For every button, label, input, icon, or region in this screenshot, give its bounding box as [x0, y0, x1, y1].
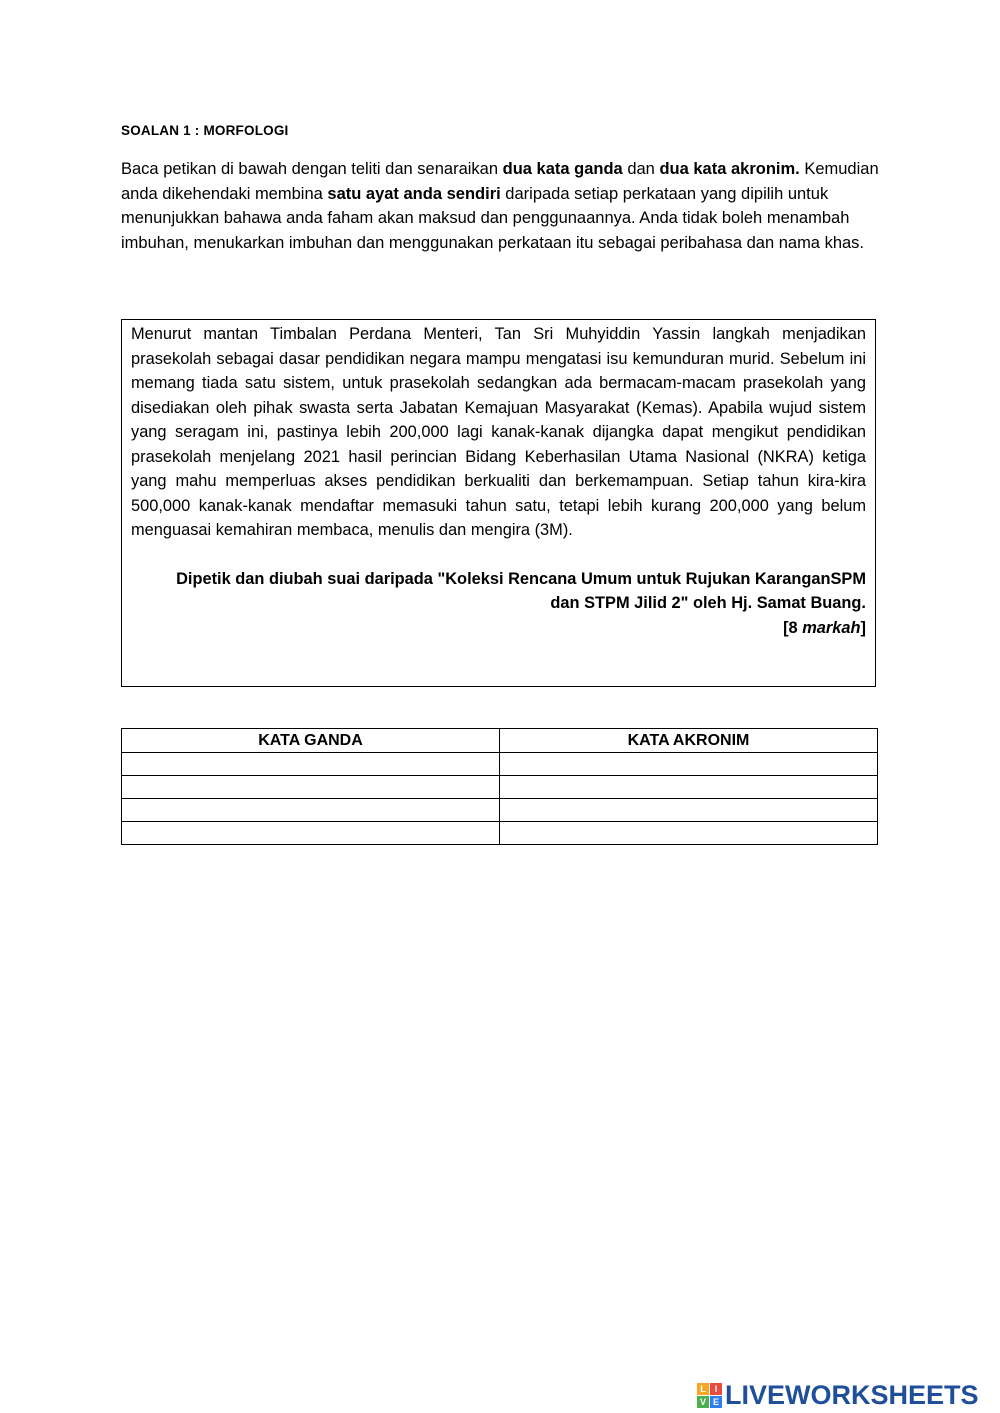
table-row [122, 753, 878, 776]
answer-cell-kata-akronim[interactable] [500, 799, 878, 822]
answer-cell-kata-ganda[interactable] [122, 799, 500, 822]
answer-cell-kata-akronim[interactable] [500, 776, 878, 799]
liveworksheets-logo [697, 1378, 979, 1412]
table-header-row [122, 729, 878, 753]
passage-text: Menurut mantan Timbalan Perdana Menteri, Tan Sri Muhyiddin Yassin langkah menjadikan prasekolah sebagai dasar pendidikan negara mampu mengatasi isu kemunduran murid. Sebelum ini memang tiada satu sistem, untuk prasekolah sedangkan ada bermacam-macam prasekolah yang disediakan oleh pihak swasta serta Jabatan Kemajuan Masyarakat (Kemas). Apabila wujud sistem yang seragam ini, pastinya lebih 200,000 lagi kanak-kanak dijangka dapat mengikut pendidikan prasekolah menjelang 2021 hasil perincian Bidang Keberhasilan Utama Nasional (NKRA) ketiga yang mahu memperluas akses pendidikan berkualiti dan berkemampuan. Setiap tahun kira-kira 500,000 kanak-kanak mendaftar memasuki tahun satu, tetapi lebih kurang 200,000 yang belum menguasai kemahiran membaca, menulis dan mengira (3M). [131, 325, 866, 539]
marks-label [131, 616, 866, 641]
marks-word: markah [802, 618, 861, 637]
logo-mark-icon [697, 1383, 722, 1408]
answer-cell-kata-ganda[interactable] [122, 753, 500, 776]
instructions-text: dan [622, 160, 660, 178]
answer-cell-kata-ganda[interactable] [122, 822, 500, 845]
marks-open: [8 [783, 618, 803, 637]
instructions-bold: dua kata ganda [502, 160, 623, 178]
table-row [122, 822, 878, 845]
instructions-text: Kemudian anda dikehendaki membina [121, 160, 879, 203]
logo-letter: V [697, 1396, 709, 1408]
logo-letter: L [697, 1383, 709, 1395]
instructions-bold: satu ayat anda sendiri [327, 184, 501, 203]
source-line-2: dan STPM Jilid 2" oleh Hj. Samat Buang. [550, 594, 866, 612]
question-heading: SOALAN 1 : MORFOLOGI [121, 123, 289, 138]
header-kata-akronim: KATA AKRONIM [500, 729, 878, 753]
instructions-bold: dua kata akronim. [659, 160, 800, 178]
table-row [122, 776, 878, 799]
answer-cell-kata-akronim[interactable] [500, 753, 878, 776]
logo-text: LIVEWORKSHEETS [725, 1379, 979, 1410]
marks-close: ] [860, 618, 866, 637]
answer-cell-kata-ganda[interactable] [122, 776, 500, 799]
instructions-text: daripada setiap perkataan yang dipilih untuk menunjukkan bahawa anda faham akan maksud dan penggunaannya. Anda tidak boleh menambah imbuhan, menukarkan imbuhan dan menggunakan perkataan itu sebagai peribahasa dan nama khas. [121, 184, 865, 252]
header-kata-ganda: KATA GANDA [122, 729, 500, 753]
instructions [121, 157, 881, 255]
answer-table [121, 728, 878, 845]
logo-letter: E [710, 1396, 722, 1408]
source-line-1: Dipetik dan diubah suai daripada "Koleksi Rencana Umum untuk Rujukan KaranganSPM [176, 569, 866, 588]
table-row [122, 799, 878, 822]
logo-letter: I [710, 1383, 722, 1395]
passage-box [121, 319, 876, 687]
answer-cell-kata-akronim[interactable] [500, 822, 878, 845]
passage-source [131, 567, 866, 616]
instructions-text: Baca petikan di bawah dengan teliti dan senaraikan [121, 160, 503, 178]
